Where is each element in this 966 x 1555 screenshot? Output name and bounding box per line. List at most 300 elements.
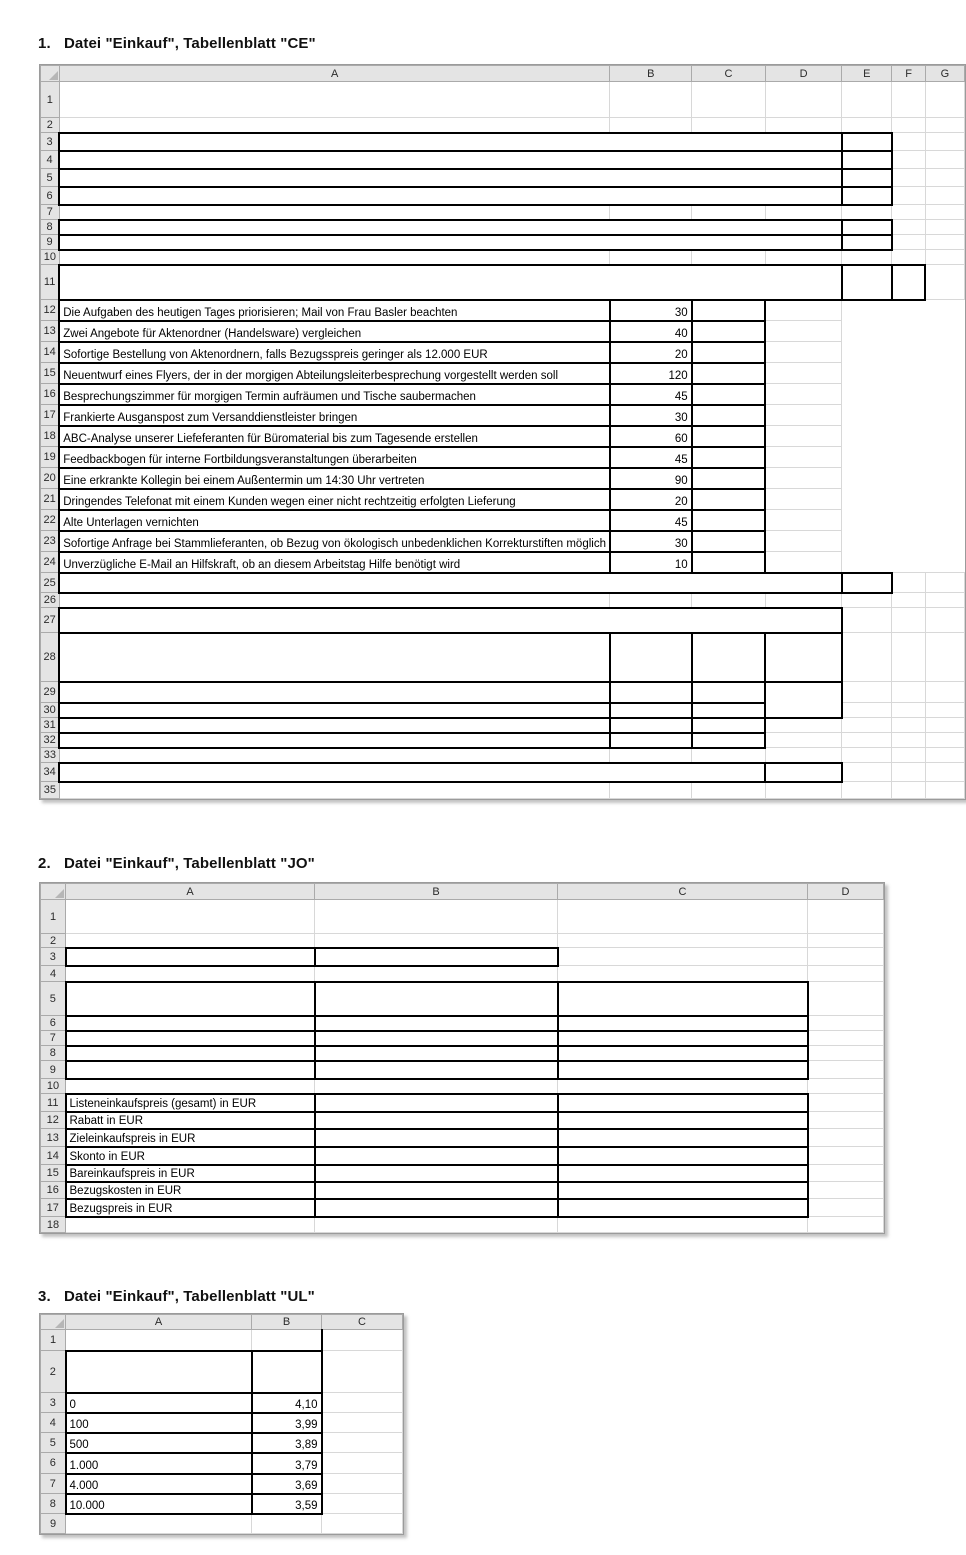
row-header: 29 [41, 682, 60, 703]
quantity-cell: 0 [66, 1393, 252, 1413]
cell [610, 633, 692, 682]
cell [66, 934, 315, 948]
cell [765, 593, 841, 608]
task-cell: ABC-Analyse unserer Liefeferanten für Büromaterial bis zum Tagesende erstellen [59, 426, 610, 447]
column-header: B [610, 66, 692, 82]
cell [610, 682, 692, 703]
cell [59, 220, 842, 235]
label-cell: Rabatt in EUR [66, 1112, 315, 1129]
task-cell: Alte Unterlagen vernichten [59, 510, 610, 531]
section-2 [38, 805, 966, 1239]
cell [925, 633, 964, 682]
cell [66, 966, 315, 982]
sheet-ce-screenshot [39, 64, 966, 800]
row-header: 19 [41, 447, 60, 468]
column-header: A [66, 1315, 252, 1330]
cell [808, 1165, 884, 1182]
cell [59, 733, 610, 748]
sheet-jo-screenshot [39, 882, 885, 1234]
cell [59, 608, 842, 633]
cell [610, 82, 692, 118]
row-header: 3 [41, 133, 60, 151]
duration-cell: 30 [610, 405, 692, 426]
price-cell: 3,99 [252, 1413, 322, 1433]
cell [692, 593, 766, 608]
column-header: A [66, 884, 315, 900]
row-header: 2 [41, 1351, 66, 1393]
select-all-corner [41, 1315, 66, 1330]
cell [66, 1514, 252, 1534]
cell [925, 133, 964, 151]
cell [322, 1330, 403, 1351]
cell [892, 205, 926, 220]
row-header: 34 [41, 763, 60, 782]
cell [925, 169, 964, 187]
cell [925, 205, 964, 220]
cell [808, 982, 884, 1016]
cell [59, 82, 610, 118]
row-header: 12 [41, 300, 60, 321]
corner-triangle-icon [55, 889, 64, 898]
cell [808, 1016, 884, 1031]
cell [925, 593, 964, 608]
cell [765, 205, 841, 220]
cell [892, 782, 926, 799]
cell [315, 934, 558, 948]
cell [322, 1474, 403, 1494]
cell [322, 1433, 403, 1453]
cell [59, 593, 610, 608]
row-header: 33 [41, 748, 60, 763]
row-header: 2 [41, 934, 66, 948]
spreadsheet-ul [40, 1314, 403, 1534]
cell [842, 593, 892, 608]
cell [315, 1165, 558, 1182]
row-header: 22 [41, 510, 60, 531]
cell [558, 1046, 808, 1061]
cell [692, 552, 766, 573]
cell [558, 1094, 808, 1112]
cell [59, 250, 610, 265]
row-header: 7 [41, 205, 60, 220]
cell [808, 1182, 884, 1199]
cell [692, 426, 766, 447]
cell [892, 118, 926, 133]
section-3-title-text: Datei "Einkauf", Tabellenblatt "UL" [64, 1288, 315, 1305]
cell [925, 763, 964, 782]
cell [765, 531, 841, 552]
cell [892, 682, 926, 703]
cell [315, 900, 558, 934]
cell [765, 782, 841, 799]
column-header: F [892, 66, 926, 82]
row-header: 9 [41, 1061, 66, 1079]
row-header: 27 [41, 608, 60, 633]
cell [66, 1061, 315, 1079]
cell [808, 1129, 884, 1147]
duration-cell: 30 [610, 531, 692, 552]
cell [59, 235, 842, 250]
cell [765, 718, 841, 733]
cell [59, 133, 842, 151]
cell [765, 82, 841, 118]
section-3 [38, 1239, 966, 1540]
cell [315, 1031, 558, 1046]
cell [892, 633, 926, 682]
cell [808, 1031, 884, 1046]
duration-cell: 45 [610, 447, 692, 468]
row-header: 6 [41, 1453, 66, 1474]
cell [692, 718, 766, 733]
label-cell: Zieleinkaufspreis in EUR [66, 1129, 315, 1147]
cell [892, 82, 926, 118]
cell [808, 1217, 884, 1233]
cell [692, 489, 766, 510]
cell [610, 718, 692, 733]
cell [322, 1393, 403, 1413]
row-header: 28 [41, 633, 60, 682]
row-header: 11 [41, 265, 60, 300]
cell [66, 900, 315, 934]
duration-cell: 45 [610, 510, 692, 531]
cell [315, 1199, 558, 1217]
cell [315, 1147, 558, 1165]
duration-cell: 30 [610, 300, 692, 321]
spreadsheet-jo [40, 883, 884, 1233]
cell [808, 1061, 884, 1079]
cell [315, 1079, 558, 1094]
select-all-corner [41, 884, 66, 900]
cell [692, 782, 766, 799]
row-header: 15 [41, 363, 60, 384]
cell [925, 250, 964, 265]
cell [892, 608, 926, 633]
cell [925, 187, 964, 205]
task-cell: Die Aufgaben des heutigen Tages priorisieren; Mail von Frau Basler beachten [59, 300, 610, 321]
column-header: B [315, 884, 558, 900]
cell [765, 405, 841, 426]
cell [252, 1351, 322, 1393]
cell [252, 1330, 322, 1351]
cell [610, 748, 692, 763]
row-header: 1 [41, 900, 66, 934]
row-header: 3 [41, 948, 66, 966]
row-header: 13 [41, 1129, 66, 1147]
cell [66, 1079, 315, 1094]
task-cell: Besprechungszimmer für morgigen Termin aufräumen und Tische saubermachen [59, 384, 610, 405]
label-cell: Bareinkaufspreis in EUR [66, 1165, 315, 1182]
cell [892, 733, 926, 748]
cell [315, 966, 558, 982]
cell [842, 169, 892, 187]
cell [765, 250, 841, 265]
label-cell: Listeneinkaufspreis (gesamt) in EUR [66, 1094, 315, 1112]
cell [842, 118, 892, 133]
row-header: 13 [41, 321, 60, 342]
cell [892, 151, 926, 169]
cell [59, 782, 610, 799]
row-header: 1 [41, 1330, 66, 1351]
cell [892, 763, 926, 782]
row-header: 8 [41, 1494, 66, 1514]
cell [765, 552, 841, 573]
column-header: C [692, 66, 766, 82]
cell [322, 1514, 403, 1534]
row-header: 32 [41, 733, 60, 748]
cell [558, 934, 808, 948]
cell [59, 573, 842, 593]
cell [315, 1016, 558, 1031]
cell [59, 682, 610, 703]
cell [765, 682, 841, 718]
cell [66, 982, 315, 1016]
row-header: 23 [41, 531, 60, 552]
task-cell: Feedbackbogen für interne Fortbildungsveranstaltungen überarbeiten [59, 447, 610, 468]
cell [252, 1514, 322, 1534]
duration-cell: 20 [610, 342, 692, 363]
row-header: 30 [41, 703, 60, 718]
cell [765, 426, 841, 447]
section-3-number: 3. [38, 1288, 51, 1305]
cell [558, 1199, 808, 1217]
row-header: 17 [41, 405, 60, 426]
cell [765, 384, 841, 405]
cell [66, 1016, 315, 1031]
cell [892, 703, 926, 718]
cell [558, 1031, 808, 1046]
row-header: 4 [41, 966, 66, 982]
cell [808, 1147, 884, 1165]
cell [692, 342, 766, 363]
task-cell: Sofortige Anfrage bei Stammlieferanten, ob Bezug von ökologisch unbedenklichen Korrekturstiften möglich [59, 531, 610, 552]
cell [558, 1217, 808, 1233]
cell [925, 608, 964, 633]
cell [842, 205, 892, 220]
cell [892, 133, 926, 151]
cell [59, 169, 842, 187]
cell [66, 1217, 315, 1233]
cell [842, 733, 892, 748]
cell [692, 468, 766, 489]
cell [925, 703, 964, 718]
quantity-cell: 4.000 [66, 1474, 252, 1494]
row-header: 5 [41, 169, 60, 187]
row-header: 35 [41, 782, 60, 799]
task-cell: Neuentwurf eines Flyers, der in der morgigen Abteilungsleiterbesprechung vorgestellt werden soll [59, 363, 610, 384]
row-header: 11 [41, 1094, 66, 1112]
cell [558, 966, 808, 982]
row-header: 17 [41, 1199, 66, 1217]
cell [765, 748, 841, 763]
row-header: 25 [41, 573, 60, 593]
row-header: 5 [41, 1433, 66, 1453]
cell [842, 748, 892, 763]
cell [808, 1046, 884, 1061]
column-header: G [925, 66, 964, 82]
row-header: 7 [41, 1474, 66, 1494]
cell [892, 593, 926, 608]
select-all-corner [41, 66, 60, 82]
price-cell: 3,79 [252, 1453, 322, 1474]
cell [925, 782, 964, 799]
cell [558, 1182, 808, 1199]
row-header: 6 [41, 187, 60, 205]
cell [925, 265, 964, 300]
task-cell: Dringendes Telefonat mit einem Kunden wegen einer nicht rechtzeitig erfolgten Lieferung [59, 489, 610, 510]
cell [892, 748, 926, 763]
cell [808, 966, 884, 982]
row-header: 8 [41, 220, 60, 235]
cell [765, 118, 841, 133]
column-header: A [59, 66, 610, 82]
cell [692, 384, 766, 405]
row-header: 4 [41, 1413, 66, 1433]
row-header: 26 [41, 593, 60, 608]
cell [610, 250, 692, 265]
spreadsheet-ce [40, 65, 965, 799]
cell [808, 948, 884, 966]
cell [322, 1453, 403, 1474]
cell [610, 703, 692, 718]
row-header: 18 [41, 1217, 66, 1233]
cell [66, 1031, 315, 1046]
duration-cell: 20 [610, 489, 692, 510]
cell [315, 1046, 558, 1061]
cell [66, 1351, 252, 1393]
cell [892, 235, 926, 250]
cell [842, 187, 892, 205]
cell [692, 405, 766, 426]
duration-cell: 45 [610, 384, 692, 405]
cell [59, 748, 610, 763]
duration-cell: 40 [610, 321, 692, 342]
cell [842, 782, 892, 799]
cell [842, 633, 892, 682]
cell [59, 703, 610, 718]
cell [692, 510, 766, 531]
cell [692, 82, 766, 118]
quantity-cell: 500 [66, 1433, 252, 1453]
cell [842, 82, 892, 118]
row-header: 6 [41, 1016, 66, 1031]
cell [925, 733, 964, 748]
cell [558, 1016, 808, 1031]
cell [322, 1494, 403, 1514]
cell [558, 1112, 808, 1129]
cell [765, 321, 841, 342]
section-1-title-text: Datei "Einkauf", Tabellenblatt "CE" [64, 35, 316, 52]
cell [925, 151, 964, 169]
price-cell: 4,10 [252, 1393, 322, 1413]
cell [842, 718, 892, 733]
cell [315, 1112, 558, 1129]
cell [842, 235, 892, 250]
cell [925, 573, 964, 593]
cell [59, 151, 842, 169]
cell [322, 1351, 403, 1393]
row-header: 10 [41, 1079, 66, 1094]
cell [892, 573, 926, 593]
row-header: 16 [41, 1182, 66, 1199]
cell [315, 1061, 558, 1079]
cell [315, 948, 558, 966]
cell [765, 300, 841, 321]
row-header: 9 [41, 1514, 66, 1534]
cell [59, 187, 842, 205]
cell [558, 1061, 808, 1079]
cell [925, 718, 964, 733]
cell [692, 205, 766, 220]
cell [842, 151, 892, 169]
cell [692, 321, 766, 342]
row-header: 15 [41, 1165, 66, 1182]
cell [59, 718, 610, 733]
section-2-title [38, 805, 966, 872]
column-header: C [558, 884, 808, 900]
corner-triangle-icon [49, 71, 58, 80]
task-cell: Sofortige Bestellung von Aktenordnern, falls Bezugsspreis geringer als 12.000 EUR [59, 342, 610, 363]
cell [808, 1079, 884, 1094]
sheet-ul-screenshot [39, 1313, 404, 1535]
quantity-cell: 100 [66, 1413, 252, 1433]
cell [59, 205, 610, 220]
price-cell: 3,69 [252, 1474, 322, 1494]
quantity-cell: 1.000 [66, 1453, 252, 1474]
cell [808, 1094, 884, 1112]
cell [610, 593, 692, 608]
cell [842, 703, 892, 718]
cell [610, 782, 692, 799]
column-header: C [322, 1315, 403, 1330]
row-header: 14 [41, 342, 60, 363]
section-1-number: 1. [38, 35, 51, 52]
cell [842, 763, 892, 782]
cell [692, 300, 766, 321]
row-header: 10 [41, 250, 60, 265]
row-header: 18 [41, 426, 60, 447]
section-1-title [38, 0, 966, 52]
label-cell: Bezugspreis in EUR [66, 1199, 315, 1217]
cell [842, 682, 892, 703]
column-header: D [765, 66, 841, 82]
cell [59, 265, 842, 300]
cell [925, 235, 964, 250]
cell [808, 900, 884, 934]
cell [322, 1413, 403, 1433]
cell [59, 763, 765, 782]
price-cell: 3,59 [252, 1494, 322, 1514]
cell [692, 531, 766, 552]
row-header: 14 [41, 1147, 66, 1165]
cell [842, 265, 892, 300]
section-3-title [38, 1239, 966, 1305]
cell [765, 363, 841, 384]
cell [66, 1330, 252, 1351]
task-cell: Eine erkrankte Kollegin bei einem Außentermin um 14:30 Uhr vertreten [59, 468, 610, 489]
cell [315, 1129, 558, 1147]
cell [765, 489, 841, 510]
cell [692, 748, 766, 763]
duration-cell: 10 [610, 552, 692, 573]
cell [842, 133, 892, 151]
cell [315, 1217, 558, 1233]
cell [765, 468, 841, 489]
row-header: 20 [41, 468, 60, 489]
cell [808, 934, 884, 948]
cell [610, 733, 692, 748]
quantity-cell: 10.000 [66, 1494, 252, 1514]
cell [925, 682, 964, 703]
